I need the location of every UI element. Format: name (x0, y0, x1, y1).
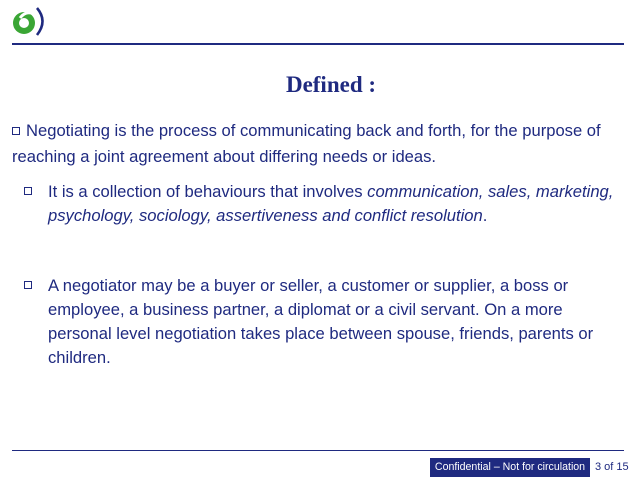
slide-title: Defined : (285, 72, 377, 97)
bullet-text (22, 180, 622, 228)
bullet-item-negotiator (22, 274, 622, 370)
footer-divider (12, 450, 624, 451)
header-divider (12, 43, 624, 45)
bullet-square-icon (24, 187, 32, 195)
bullet-item-behaviours (22, 180, 622, 228)
intro-text: Negotiating is the process of communicating back and forth, for the purpose of reaching a joint agreement about differing needs or ideas. (12, 121, 601, 166)
page-number: 3 of 15 (595, 461, 629, 473)
bullet-text-italic: communication, sales, marketing, psychology, sociology, assertiveness and conflict resolution (48, 182, 614, 225)
company-logo-icon (10, 4, 52, 38)
bullet-square-icon (12, 127, 20, 135)
bullet-square-icon (24, 281, 32, 289)
bullet-text-plain: It is a collection of behaviours that involves (48, 182, 368, 201)
bullet-text: A negotiator may be a buyer or seller, a customer or supplier, a boss or employee, a business partner, a diplomat or a civil servant. On a more personal level negotiation takes place between spouse, friends, parents or children. (48, 276, 594, 367)
intro-paragraph (12, 118, 632, 170)
confidential-badge: Confidential – Not for circulation (430, 458, 590, 477)
bullet-text-end: . (482, 206, 488, 225)
